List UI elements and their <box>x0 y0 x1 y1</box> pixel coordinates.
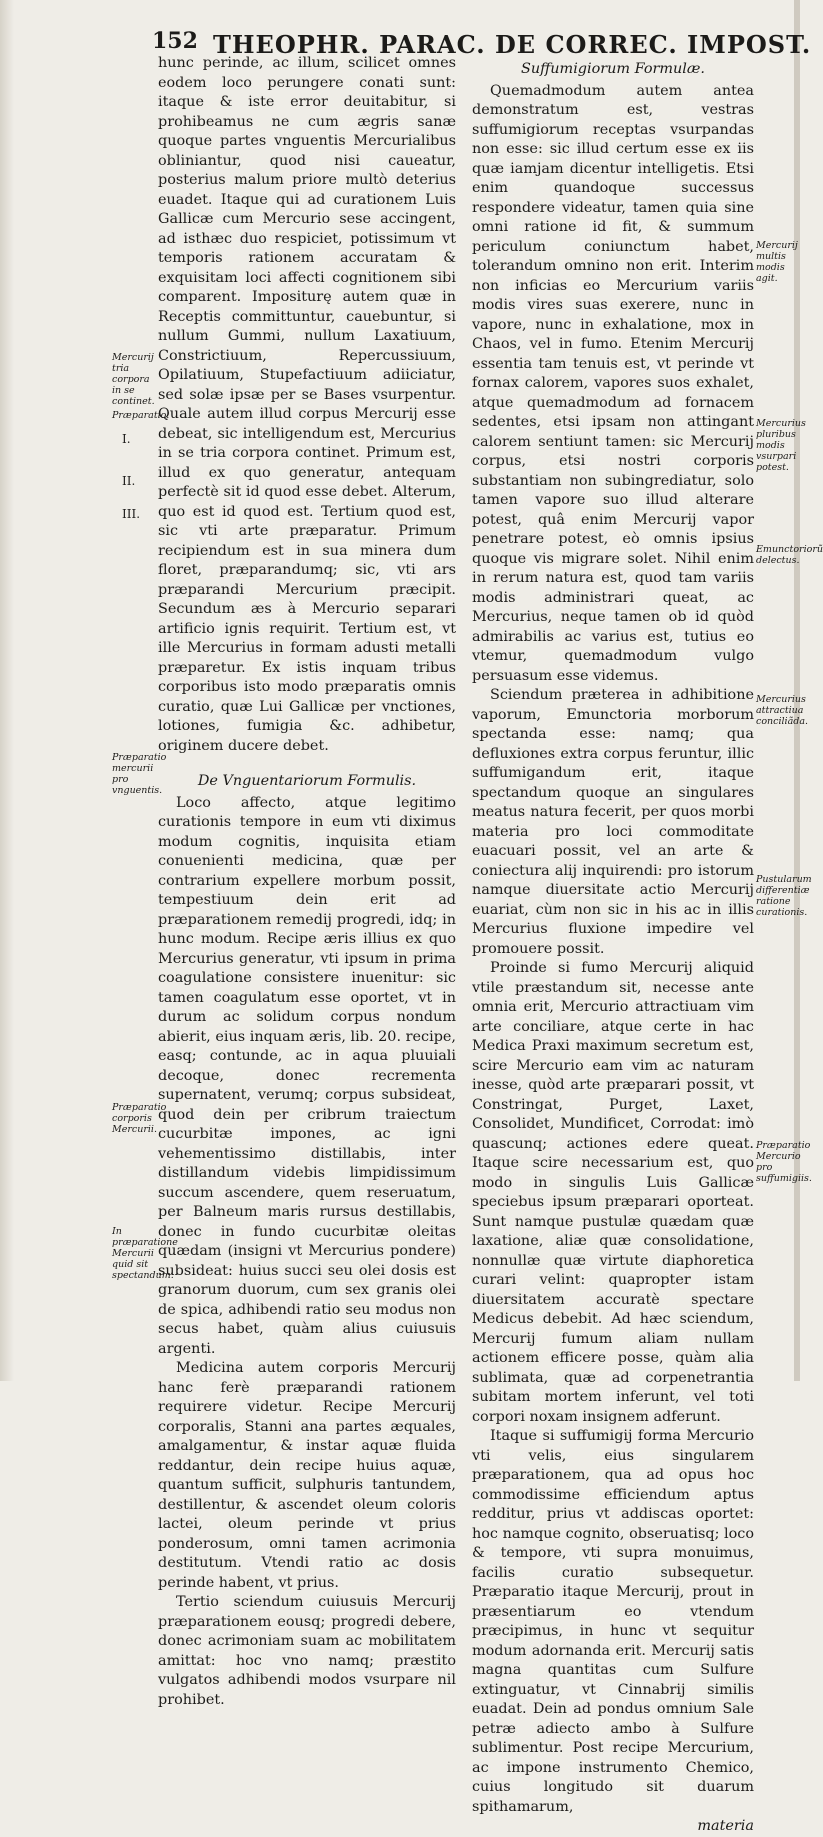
right-paragraph-3: Proinde si fumo Mercurij aliquid vtile præstandum sit, necesse ante omnia erit, Mercurio attractiuam vim arte conciliare, atque certe in hac Medica Praxi maximum secretum est, scire Mercurio eam vim ac naturam inesse, quòd arte præparari possit, vt Constringat, Purget, Laxet, Consolidet, Mundificet, Corrodat: imò quascunq; actiones edere queat. Itaque scire necessarium est, quo modo in singulis Luis Gallicæ speciebus ipsum præparari oporteat. Sunt namque pustulæ quædam quæ laxatione, aliæ quæ consolidatione, nonnullæ quæ virtute diaphoretica curari velint: quapropter istam diuersitatem accuratè spectare Medicus debebit. Ad hæc sciendum, Mercurij fumum aliam nullam actionem efficere posse, quàm alia sublimata, quæ ad corpenetrantia subitam mortem inferunt, vel toti corpori noxam insignem adferunt. <box>472 960 754 1425</box>
roman-numeral-1: I. <box>122 432 131 446</box>
margin-note-left-4: Præparatio corporis Mercurii. <box>112 1102 167 1135</box>
roman-numeral-3: III. <box>122 507 141 521</box>
margin-note-left-1: Mercurij tria corpora in se continet. <box>112 352 155 407</box>
margin-note-right-3: Emunctoriorũ delectus. <box>756 544 823 566</box>
section-heading-fumigations: Suffumigiorum Formulæ. <box>520 61 706 77</box>
roman-numeral-2: II. <box>122 474 136 488</box>
section-heading-unguents: De Vnguentariorum Formulis. <box>197 773 417 789</box>
margin-note-right-2: Mercurius pluribus modis vsurpari potest. <box>756 418 806 473</box>
right-paragraph-1: Quemadmodum autem antea demonstratum est, vestras suffumigiorum receptas vsurpandas non esse: sic illud certum esse ex iis quæ iamjam dicentur intelligetis. Etsi enim quandoque successus respondere videatur, tamen quia sine omni ratione id fit, & summum periculum coniunctum habet, tolerandum omnino non erit. Interim non inficias eo Mercurium variis modis vires suas exerere, nunc in vapore, nunc in exhalatione, mox in Chaos, vel in fumo. Etenim Mercurij essentia tam tenuis est, vt perinde vt fornax calorem, vapores suos exhalet, atque quemadmodum ad fornacem sedentes, etsi ipsam non attingant calorem sentiunt tamen: sic Mercurij corpus, etsi nostri corporis substantiam non subingrediatur, solo tamen vapore suo illud alterare potest, quâ enim Mercurij vapor penetrare potest, eò omnis ipsius quoque vis migrare solet. Nihil enim in rerum natura est, quod tam variis modis administrari queat, ac Mercurius, neque tamen ob id quòd admirabilis ac varius est, tutius eo vtemur, quemadmodum vulgo persuasum esse videmus. <box>472 82 754 684</box>
margin-note-right-4: Mercurius attractiua conciliãda. <box>756 694 809 727</box>
margin-note-left-2: Præparatio. <box>112 410 170 421</box>
right-paragraph-4: Itaque si suffumigij forma Mercurio vti velis, eius singularem præparationem, qua ad opus hoc commodissime efficiendum aptus redditur, prius vt addiscas oportet: hoc namque cognito, obseruatisq; loco & tempore, vti supra monuimus, facilis curatio subsequetur. Præparatio itaque Mercurij, prout in præsentiarum eo vtendum præcipimus, in hunc vt sequitur modum adornanda erit. Mercurij satis magna quantitas cum Sulfure extinguatur, vt Cinnabrij similis euadat. Dein ad pondus omnium Sale petræ adiecto ambo à Sulfure sublimentur. Post recipe Mercurium, ac impone instrumento Chemico, cuius longitudo sit duarum spithamarum, <box>472 1428 754 1815</box>
margin-note-left-3: Præparatio mercurii pro vnguentis. <box>112 752 167 796</box>
catchword: materia <box>697 1818 754 1834</box>
left-paragraph-2: Loco affecto, atque legitimo curationis tempore in eum vti diximus modum cognitis, inquisita etiam conuenienti medicina, quæ per contrarium expellere morbum possit, tempestiuum dein erit ad præparationem remedij progredi, idq; in hunc modum. Recipe æris illius ex quo Mercurius generatur, vti ipsum in prima coagulatione consistere inuenitur: sic tamen coagulatum esse oportet, vt in durum ac solidum corpus nondum abierit, eius inquam æris, lib. 20. recipe, easq; contunde, ac in aqua pluuiali decoque, donec recrementa supernatent, verumq; corpus subsideat, quod dein per cribrum traiectum cucurbitæ impones, ac igni vehementissimo distillabis, inter distillandum videbis limpidissimum succum ascendere, quem reseruatum, per Balneum maris rursus destillabis, donec in fundo cucurbitæ oleitas quædam (insigni vt Mercurius pondere) subsideat: huius succi seu olei dosis est granorum duorum, cum sex granis olei de spica, adhibendi ratio seu modus non secus habet, quàm alius cuiusuis argenti. <box>158 794 456 1357</box>
right-paragraph-2: Sciendum præterea in adhibitione vaporum, Emunctoria morborum spectanda esse: namq; qua defluxiones extra corpus feruntur, illic suffumigandum erit, itaque spectandum quoque an singulares meatus natura fecerit, per quos morbi materia pro loci commoditate euacuari possit, vel an arte & coniectura alij inquirendi: pro istorum namque diuersitate actio Mercurij euariat, cùm non sic in his ac in illis Mercurius fluxione impedire vel promouere possit. <box>472 687 754 957</box>
page-gutter-shadow <box>0 0 14 1381</box>
margin-note-right-6: Præparatio Mercurio pro suffumigiis. <box>756 1140 812 1184</box>
left-paragraph-1: hunc perinde, ac illum, scilicet omnes eodem loco perungere conati sunt: itaque & iste error deuitabitur, si prohibeamus ne cum ægris sanæ quoque partes vnguentis Mercurialibus obliniantur, quod nisi caueatur, posterius malum priore multò deterius euadet. Itaque qui ad curationem Luis Gallicæ cum Mercurio sese accingent, ad isthæc duo respiciet, potissimum vt temporis rationem accuratam & exquisitam loci affecti cognitionem sibi comparent. Impositurę autem quæ in Receptis committuntur, cauebuntur, si nullum Gummi, nullum Laxatiuum, Constrictiuum, Repercussiuum, Opilatiuum, Stupefactiuum adiiciatur, sed solæ ipsæ per se Bases vsurpentur. Quale autem illud corpus Mercurij esse debeat, sic intelligendum est, Mercurius in se tria corpora continet. Primum est, illud ex quo generatur, antequam perfectè sit id quod esse debet. Alterum, quo est id quod est. Tertium quod est, sic vti arte præparatur. Primum recipiendum est in sua minera dum floret, præparandumq; sic, vti ars præparandi Mercurium præcipit. Secundum æs à Mercurio separari artificio ignis requirit. Tertium est, vt ille Mercurius in formam adusti metalli præparetur. Ex istis inquam tribus corporibus isto modo præparatis omnis curatio, quæ Lui Gallicæ per vnctiones, lotiones, fumigia &c. adhibetur, originem ducere debet. <box>158 55 456 754</box>
margin-note-right-1: Mercurij multis modis agit. <box>756 240 798 284</box>
margin-note-left-5: In præparatione Mercurii quid sit spectandum. <box>112 1226 178 1281</box>
right-text-column <box>472 60 754 1837</box>
left-paragraph-4: Tertio sciendum cuiusuis Mercurij præparationem eousq; progredi debere, donec acrimoniam suam ac mobilitatem amittat: hoc vno namq; præstito vulgatos adhibendi modos vsurpare nil prohibet. <box>158 1594 456 1708</box>
page-number: 152 <box>152 28 198 54</box>
margin-note-right-5: Pustularum differentiæ ratione curationis. <box>756 874 812 918</box>
left-text-column <box>158 54 456 1710</box>
running-title: THEOPHR. PARAC. DE CORREC. IMPOST. <box>213 30 812 59</box>
left-paragraph-3: Medicina autem corporis Mercurij hanc ferè præparandi rationem requirere videtur. Recipe Mercurij corporalis, Stanni ana partes æquales, amalgamentur, & instar aquæ fluida reddantur, dein recipe huius aquæ, quantum sufficit, sulphuris tantundem, destillentur, & ascendet oleum coloris lactei, oleum perinde vt prius ponderosum, omni tamen acrimonia destitutum. Vtendi ratio ac dosis perinde habent, vt prius. <box>158 1360 456 1591</box>
